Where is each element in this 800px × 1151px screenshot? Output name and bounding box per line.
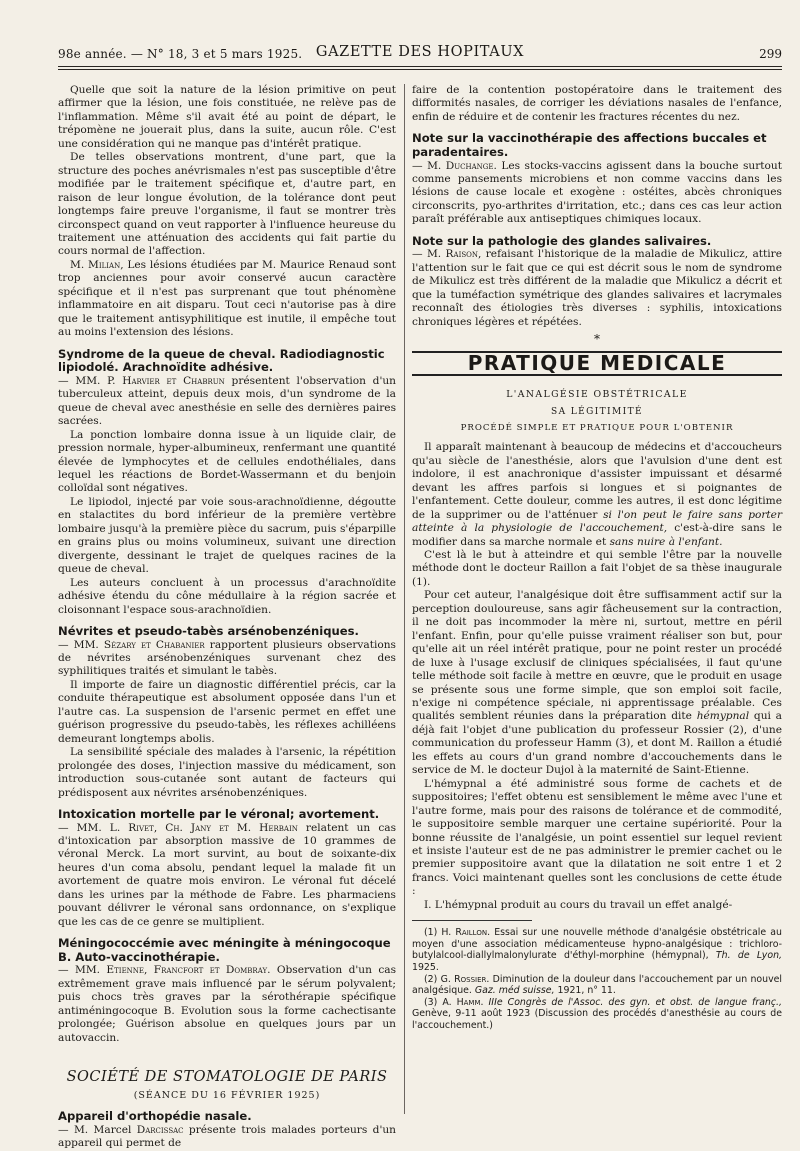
paragraph: — MM. Etienne, Francfort et Dombray. Observation d'un cas extrêmement grave mais influencé par le sérum polyvalent; puis chocs très graves par la sérothérapie spécifique antiméningocoque B. Evolution sous la forme cachectisante prolongée; Guérison absolue en quelques jours par un autovaccin. [58, 964, 397, 1044]
separator-star: * [594, 332, 600, 347]
paragraph: — MM. P. Harvier et Chabrun présentent l'observation d'un tuberculeux atteint, depuis deux mois, d'un syndrome de la queue de cheval avec anesthésie en selle des dernières paires sacrées. [58, 374, 397, 428]
article-title: L'ANALGÉSIE OBSTÉTRICALE [506, 389, 688, 401]
column-divider [404, 84, 405, 1114]
paragraph: De telles observations montrent, d'une part, que la structure des poches anévrismales n'est pas susceptible d'être modifiée par le traitement spécifique et, d'autre part, en raison de leur longue évolution, de la tolérance dont peut longtemps faire preuve l'organisme, il faut se montrer très circonspect quand on veut rapporter à l'influence heureuse du traitement une atténuation des accidents qui fait partie du cours normal de l'affection. [58, 151, 396, 258]
author-name: Darcissac [136, 1123, 184, 1136]
section-heading: Méningococcémie avec méningite à méningocoque B. Auto-vaccinothérapie. [58, 936, 391, 964]
paragraph: Pour cet auteur, l'analgésique doit être suffisamment actif sur la perception douloureuse, sans agir fâcheusement sur la contraction, il ne doit pas incommoder la mère ni, surtout, mettre en péril l'enfant. Enfin, pour qu'elle puisse vraiment réaliser son but, pour qu'elle ait un réel intérêt pratique, pour ne point rester un procédé de luxe à l'usage exclusif de cliniques spécialisées, il faut qu'une telle méthode soit facile à mettre en œuvre, que le produit en usage se présente sous une forme simple, que son emploi soit facile, n'exige ni compétence spéciale, ni apprentissage préalable. Ces qualités semblent réunies dans la préparation dite hémypnal qui a déjà fait l'objet d'une publication du professeur Rossier (2), d'une communication du professeur Hamm (3), et dont M. Raillon a étudié les effets au cours d'un grand nombre d'accouchements dans le service de M. le docteur Dujol à la maternité de Saint-Etienne. [412, 589, 782, 777]
article-subtitle: SA LÉGITIMITÉ [551, 407, 643, 418]
paragraph: Les auteurs concluent à un processus d'arachnoïdite adhésive étendu du cône médullaire à la région sacrée et cloisonnant l'espace sous-arachnoïdien. [58, 576, 396, 616]
paragraph: — M. Marcel Darcissac présente trois malades porteurs d'un appareil qui permet de [58, 1123, 397, 1150]
running-header [58, 44, 782, 64]
paragraph: M. Milian, Les lésions étudiées par M. Maurice Renaud sont trop anciennes pour avoir conservé aucun caractère spécifique et il n'est pas surprenant que tout phénomène inflammatoire en ait disparu. Tout ceci n'autorise pas à dire que le traitement antisyphilitique est inutile, il empêche tout au moins l'extension des lésions. [58, 258, 396, 339]
paragraph: — MM. L. Rivet, Ch. Jany et M. Herbain relatent un cas d'intoxication par absorption massive de 10 grammes de véronal Merck. La mort survint, au bout de soixante-dix heures d'un coma absolu, pendant lequel la malade fit un avortement de quatre mois environ. Le véronal fut décelé dans les urines par la méthode de Fabre. Les pharmaciens pouvant délivrer le véronal sans ordonnance, on s'explique que les cas de ce genre se multiplient. [58, 821, 397, 928]
session-date: (SÉANCE DU 16 FÉVRIER 1925) [133, 1089, 321, 1101]
paragraph: — M. Raison, refaisant l'historique de la maladie de Mikulicz, attire l'attention sur le fait que ce qui est décrit sous le nom de syndrome de Mikulicz est très différent de la maladie que Mikulicz a décrit et que la tuméfaction symétrique des glandes salivaires et lacrymales reconnaît des étiologies très diverses : syphilis, intoxications chroniques légères et répétées. [412, 248, 782, 328]
header-rule [58, 66, 782, 67]
section-banner: PRATIQUE MEDICALE [412, 351, 782, 376]
section-heading: Note sur la pathologie des glandes salivaires. [412, 233, 712, 248]
society-title: SOCIÉTÉ DE STOMATOLOGIE DE PARIS [66, 1069, 388, 1086]
section-heading: Intoxication mortelle par le véronal; avortement. [58, 806, 380, 821]
article-subtitle-2: PROCÉDÉ SIMPLE ET PRATIQUE POUR L'OBTENIR [460, 422, 734, 433]
author-name: Raison, [445, 248, 482, 261]
section-heading: Appareil d'orthopédie nasale. [58, 1109, 252, 1124]
author-name: Etienne, Francfort et Dombray. [106, 964, 271, 977]
author-name: Sézary et Chabanier [103, 638, 205, 651]
paragraph: C'est là le but à atteindre et qui semble l'être par la nouvelle méthode dont le docteur Raillon a fait l'objet de sa thèse inaugurale (1). [412, 549, 782, 588]
paragraph: — MM. Sézary et Chabanier rapportent plusieurs observations de névrites arsénobenzéniques survenant chez des syphilitiques traités et simulant le tabès. [58, 638, 396, 678]
footnote-rule [412, 920, 532, 921]
issue-info: 98e année. — N° 18, 3 et 5 mars 1925. [58, 47, 303, 61]
right-column [412, 84, 782, 1032]
paragraph: La ponction lombaire donna issue à un liquide clair, de pression normale, hyper-albumineux, renfermant une quantité élevée de lymphocytes et de cellules endothéliales, dans lequel les réactions de Bordet-Wassermann et du benjoin colloïdal sont négatives. [58, 428, 396, 495]
paragraph: Il importe de faire un diagnostic différentiel précis, car la conduite thérapeutique est absolument opposée dans l'un et l'autre cas. La suspension de l'arsenic permet en effet une guérison progressive du pseudo-tabès, les réflexes achilléens demeurant longtemps abolis. [58, 678, 396, 745]
header-rule-double [58, 69, 782, 70]
section-heading: Note sur la vaccinothérapie des affections buccales et paradentaires. [412, 131, 767, 159]
left-column [58, 84, 396, 1151]
paragraph: L'hémypnal a été administré sous forme de cachets et de suppositoires; l'effet obtenu est sensiblement le même avec l'une et l'autre forme, mais pour des raisons de tolérance et de commodité, le suppositoire semble marquer une certaine supériorité. Pour la bonne réussite de l'analgésie, un point essentiel sur lequel revient et insiste l'auteur est de ne pas administrer le premier cachet ou le premier suppositoire avant que la dilatation ne soit entre 1 et 2 francs. Voici maintenant quelles sont les conclusions de cette étude : [412, 777, 782, 898]
section-heading: Syndrome de la queue de cheval. Radiodiagnostic lipiodolé. Arachnoïdite adhésive. [58, 346, 385, 375]
author-name: M. Milian, [70, 258, 124, 271]
paragraph: Quelle que soit la nature de la lésion primitive on peut affirmer que la lésion, une fois constituée, ne relève pas de l'inflammation. Même s'il avait été au point de départ, le trépomène ne jouerait plus, dans la suite, aucun rôle. C'est une considération qui ne manque pas d'intérêt pratique. [58, 84, 396, 150]
paragraph: Il apparaît maintenant à beaucoup de médecins et d'accoucheurs qu'au siècle de l'anesthésie, alors que l'avulsion d'une dent est indolore, il est anachronique d'assister impuissant et désarmé devant les affres parfois si longues et si poignantes de l'enfantement. Cette douleur, comme les autres, il est donc légitime de la supprimer ou de l'atténuer si l'on peut le faire sans porter atteinte à la physiologie de l'accouchement, c'est-à-dire sans le modifier dans sa marche normale et sans nuire à l'enfant. [412, 441, 783, 548]
author-name: Harvier et Chabrun [122, 374, 225, 387]
author-name: Rivet, Ch. Jany et M. Herbain [128, 821, 298, 834]
paragraph: faire de la contention postopératoire dans le traitement des difformités nasales, de corriger les déviations nasales de l'enfance, enfin de réduire et de contenir les fractures récentes du nez. [412, 84, 782, 123]
footnote: (1) H. Raillon. Essai sur une nouvelle méthode d'analgésie obstétricale au moyen d'une association médicamenteuse hypno-analgésique : trichloro-butylalcool-diallylmalonylurate d'éthyl-morphine (hémypnal), Th. de Lyon, 1925. [412, 927, 783, 974]
page-number: 299 [759, 47, 782, 61]
footnote: (3) A. Hamm. IIIe Congrès de l'Assoc. des gyn. et obst. de langue franç., Genève, 9-11 août 1923 (Discussion des procédés d'anesthésie au cours de l'accouchement.) [412, 996, 782, 1031]
paragraph: — M. Duchange. Les stocks-vaccins agissent dans la bouche surtout comme pansements microbiens et non comme vaccins dans les lésions de cause locale et exogène : ostéites, abcès chroniques circonscrits, pyo-arthrites d'irritation, etc.; dans ces cas leur action paraît préférable aux antiseptiques chimiques locaux. [412, 159, 782, 226]
footnote: (2) G. Rossier. Diminution de la douleur dans l'accouchement par un nouvel analgésique. Gaz. méd suisse, 1921, n° 11. [412, 973, 782, 997]
paragraph: La sensibilité spéciale des malades à l'arsenic, la répétition prolongée des doses, l'injection massive du médicament, son introduction sous-cutanée sont autant de facteurs qui prédisposent aux névrites arsénobenzéniques. [58, 746, 396, 799]
paragraph: I. L'hémypnal produit au cours du travail un effet analgé- [424, 898, 733, 911]
author-name: Duchange. [445, 159, 497, 172]
section-heading: Névrites et pseudo-tabès arsénobenzéniques. [58, 623, 359, 638]
paragraph: Le lipiodol, injecté par voie sous-arachnoïdienne, dégoutte en stalactites du bord inférieur de la première vertèbre lombaire jusqu'à la première pièce du sacrum, puis s'éparpille en grains plus ou moins volumineux, suivant une direction divergente, dessinant le trajet de quelques racines de la queue de cheval. [58, 495, 396, 576]
journal-title: GAZETTE DES HOPITAUX [315, 44, 525, 60]
